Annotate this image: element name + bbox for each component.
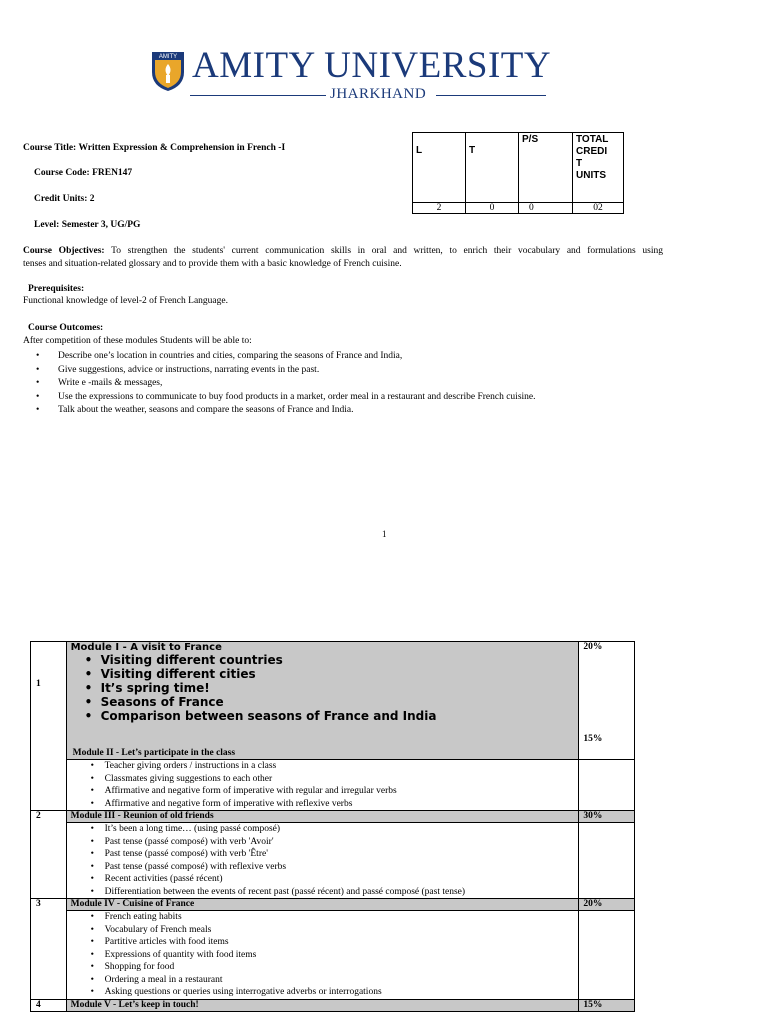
module-row-number: 3 (31, 899, 67, 1000)
list-item: • It’s been a long time… (using passé composé) (90, 824, 281, 834)
list-item: • Affirmative and negative form of imperative with reflexive verbs (90, 798, 353, 809)
university-name: AMITY UNIVERSITY (192, 45, 552, 86)
list-item: • Use the expressions to communicate to buy food products in a market, order meal in a restaurant and describe French cuisine. (36, 391, 536, 402)
course-level: Level: Semester 3, UG/PG (34, 220, 141, 230)
list-item: • Past tense (passé composé) with reflexive verbs (90, 861, 287, 872)
credit-header-t: T (466, 133, 519, 203)
list-item: • Shopping for food (90, 962, 175, 972)
empty-cell (579, 823, 635, 899)
list-item: • Past tense (passé composé) with verb 'Avoir' (90, 836, 274, 847)
list-item: • Describe one’s location in countries and cities, comparing the seasons of France and India, (36, 351, 403, 361)
university-logo (150, 46, 550, 106)
amity-crest-icon (150, 48, 186, 92)
list-item: • Seasons of France (84, 695, 224, 709)
list-item: • Differentiation between the events of recent past (passé récent) and passé composé (past tense) (90, 886, 466, 897)
list-item: • Partitive articles with food items (90, 937, 229, 947)
credit-table (412, 132, 624, 214)
list-item: • Visiting different cities (84, 667, 256, 681)
module-2-topics (66, 760, 579, 811)
modules-table (30, 641, 635, 1012)
credit-header-ps: P/S (519, 133, 573, 203)
module-percent: 30% (579, 811, 635, 823)
credit-value-total: 02 (573, 203, 624, 214)
module-4-topics (66, 911, 579, 1000)
list-item: • French eating habits (90, 912, 182, 922)
empty-cell (579, 760, 635, 811)
course-title: Course Title: Written Expression & Comprehension in French -I (23, 143, 286, 153)
list-item: • Teacher giving orders / instructions in a class (90, 761, 277, 771)
list-item: • Classmates giving suggestions to each other (90, 773, 273, 784)
prerequisites-text: Functional knowledge of level-2 of French Language. (23, 296, 228, 306)
outcomes-list (23, 350, 683, 418)
list-item: • Give suggestions, advice or instructions, narrating events in the past. (36, 364, 320, 375)
credit-header-total: TOTAL CREDI T UNITS (573, 133, 624, 203)
list-item: • It’s spring time! (84, 681, 210, 695)
campus-divider-right (436, 95, 546, 96)
campus-divider-left (190, 95, 326, 96)
list-item: • Past tense (passé composé) with verb 'Être' (90, 849, 268, 859)
module-title: Module III - Reunion of old friends (66, 811, 579, 823)
module-title: Module II - Let’s participate in the class (72, 748, 236, 758)
outcomes-intro: After competition of these modules Students will be able to: (23, 336, 252, 346)
module-row-number: 1 (31, 642, 67, 811)
module-row-number: 4 (31, 999, 67, 1011)
list-item: • Talk about the weather, seasons and compare the seasons of France and India. (36, 405, 354, 415)
credit-value-t: 0 (466, 203, 519, 214)
credit-header-l: L (413, 133, 466, 203)
campus-name: JHARKHAND (330, 86, 427, 102)
course-code: Course Code: FREN147 (34, 168, 133, 178)
module-percent: 15% (583, 734, 603, 744)
module-percent: 20% (583, 642, 603, 652)
module-percent-cell (579, 642, 635, 760)
list-item: • Comparison between seasons of France and India (84, 709, 437, 723)
svg-text:AMITY: AMITY (158, 54, 178, 60)
empty-cell (579, 911, 635, 1000)
module-title: Module IV - Cuisine of France (66, 899, 579, 911)
outcomes-label: Course Outcomes: (28, 323, 104, 333)
prerequisites-label: Prerequisites: (28, 284, 85, 294)
list-item: • Expressions of quantity with food items (90, 949, 257, 960)
list-item: • Visiting different countries (84, 653, 283, 667)
module-title: Module I - A visit to France (70, 642, 222, 653)
credit-units: Credit Units: 2 (34, 194, 95, 204)
list-item: • Ordering a meal in a restaurant (90, 974, 223, 985)
list-item: • Affirmative and negative form of imperative with regular and irregular verbs (90, 786, 397, 796)
module-title: Module V - Let’s keep in touch! (66, 999, 579, 1011)
module-1-cell (66, 642, 579, 760)
course-objectives: Course Objectives: To strengthen the students' current communication skills in oral and written, to enrich their vocabulary and formulations using tenses and situation-related glossary and to provide them with a basic knowledge of French cuisine. (23, 246, 663, 269)
list-item: • Asking questions or queries using interrogative adverbs or interrogations (90, 987, 382, 997)
module-percent: 15% (579, 999, 635, 1011)
page-number: 1 (382, 529, 387, 539)
list-item: • Recent activities (passé récent) (90, 874, 223, 884)
list-item: • Write e -mails & messages, (36, 378, 163, 388)
credit-value-l: 2 (413, 203, 466, 214)
module-percent: 20% (579, 899, 635, 911)
module-3-topics (66, 823, 579, 899)
list-item: • Vocabulary of French meals (90, 924, 212, 935)
module-row-number: 2 (31, 811, 67, 899)
credit-value-ps: 0 (519, 203, 573, 214)
